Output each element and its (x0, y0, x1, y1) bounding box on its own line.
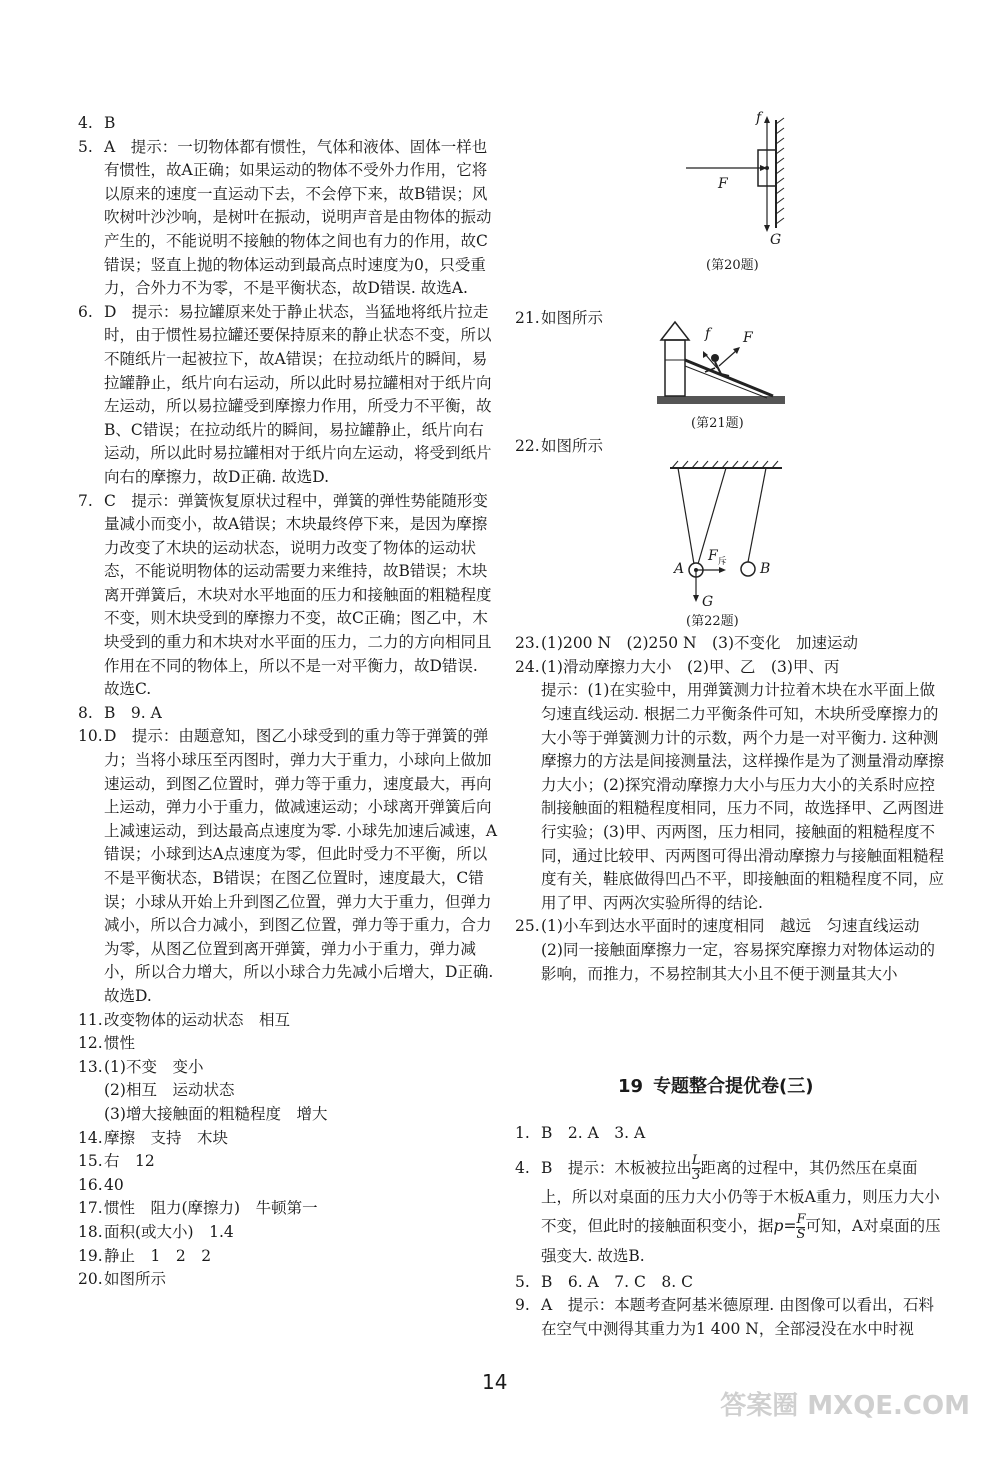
right-column (515, 307, 947, 986)
item-number: 20. (78, 1270, 103, 1289)
fig22-caption: (第22题) (686, 614, 739, 629)
item-text: C 提示：弹簧恢复原状过程中，弹簧的弹性势能随形变量减小而变小，故A错误；木块最终停下来，是因为摩擦力改变了木块的运动状态，说明力改变了物体的运动状态，不能说明物体的运动需要力来维持，故B错误；木块离开弹簧后，木块对水平地面的压力和接触面的粗糙程度不变，则木块受到的摩擦力不变，故C正确；图乙中，木块受到的重力和木块对水平面的压力，二力的方向相同且作用在不同的物体上，所以不是一对平衡力，故D错误. 故选C. (104, 491, 492, 699)
item-text: (1)小车到达水平面时的速度相同 越远 匀速直线运动 (2)同一接触面摩擦力一定，容易探究摩擦力对物体运动的影响，而推力，不易控制其大小且不便于测量其大小 (541, 917, 935, 983)
item-text: (1)不变 变小 (104, 1057, 204, 1076)
item-number: 7. (78, 491, 93, 510)
item-text: 惯性 阻力(摩擦力) 牛顿第一 (104, 1199, 318, 1218)
answer-item (78, 1032, 498, 1056)
left-column (78, 112, 498, 1292)
answer-item (515, 435, 947, 459)
figure-20-diagram (680, 110, 800, 250)
section-item-9 (515, 1294, 947, 1341)
frac-num: L (691, 1153, 701, 1169)
item-text: (1)滑动摩擦力大小 (2)甲、乙 (3)甲、丙 (541, 657, 840, 676)
answer-item (78, 490, 498, 702)
item-subtext: 提示：(1)在实验中，用弹簧测力计拉着木块在水平面上做匀速直线运动. 根据二力平衡条件可知，木块所受摩擦力的大小等于弹簧测力计的示数，两个力是一对平衡力. 这种测摩擦力的方法是间接测量法，这样操作是为了测量滑动摩擦力大小；(2)探究滑动摩擦力大小与压力大小的关系时应控制接触面的粗糙程度相同，压力不同，故选择甲、乙两图进行实验；(3)甲、丙两图，压力相同，接触面的粗糙程度不同，通过比较甲、丙两图可得出滑动摩擦力与接触面粗糙程度有关，鞋底做得凹凸不平，即接触面的粗糙程度不同，应用了甲、丙两次实验所得的结论. (541, 681, 945, 912)
fig20-label-f: f (756, 110, 762, 126)
item-number: 21. (515, 309, 540, 327)
item-number: 19. (78, 1246, 103, 1265)
answer-item (78, 1056, 498, 1127)
answer-item (78, 1150, 498, 1174)
fig21-label-F: F (743, 330, 753, 346)
section-items (515, 1122, 947, 1341)
item-text: B 9. A (104, 703, 162, 722)
watermark-text: 答案圈 MXQE.COM (720, 1391, 970, 1421)
fig21-label-f: f (705, 326, 711, 342)
item-number: 14. (78, 1128, 103, 1147)
item-subtext: (3)增大接触面的粗糙程度 增大 (104, 1104, 328, 1123)
item-number: 5. (78, 137, 93, 156)
item4-text-b: 距离的过程中，其仍然压在桌面上，所以对桌面的压力大小仍等于木板A重力，则压力大小不变，但此时的接触面积变小，据 (541, 1158, 940, 1236)
item-text: A 提示：本题考查阿基米德原理. 由图像可以看出，石料在空气中测得其重力为1 400 N，全部浸没在水中时视 (541, 1296, 935, 1338)
fig22-label-A: A (674, 561, 685, 577)
answer-item (78, 112, 498, 136)
answer-item (515, 915, 947, 986)
item-number: 12. (78, 1034, 103, 1053)
item-number: 16. (78, 1175, 103, 1194)
item-number: 5. (515, 1272, 530, 1291)
answer-item (78, 1127, 498, 1151)
page-number: 14 (482, 1370, 508, 1394)
section-title-text: 专题整合提优卷(三) (653, 1076, 814, 1097)
answer-item (78, 301, 498, 490)
fig22-label-G: G (702, 594, 714, 610)
item-number: 23. (515, 634, 540, 653)
item-number: 11. (78, 1010, 103, 1029)
item-subtext: (2)相互 运动状态 (104, 1081, 235, 1100)
item-number: 25. (515, 917, 540, 936)
item-text: 改变物体的运动状态 相互 (104, 1010, 291, 1029)
item-number: 15. (78, 1152, 103, 1171)
item-text: 如图所示 (104, 1270, 167, 1289)
item-text: D 提示：易拉罐原来处于静止状态，当猛地将纸片拉走时，由于惯性易拉罐还要保持原来的静止状态不变，所以不随纸片一起被拉下，故A错误；在拉动纸片的瞬间，易拉罐静止，纸片向右运动，所以此时易拉罐相对于纸片向左运动，所以易拉罐受到摩擦力作用，所受力不平衡，故B、C错误；在拉动纸片的瞬间，易拉罐静止，纸片向右运动，所以此时易拉罐相对于纸片向左运动，将受到纸片向右的摩擦力，故D正确. 故选D. (104, 302, 492, 486)
item4-formula-p: p= (773, 1217, 797, 1236)
frac-den: 3 (692, 1168, 701, 1184)
answer-item (78, 1245, 498, 1269)
item-number: 4. (515, 1158, 530, 1177)
answer-item (78, 1174, 498, 1198)
section-item-1 (515, 1122, 947, 1146)
fig20-label-G: G (770, 232, 782, 248)
answer-item (78, 1009, 498, 1033)
item-text: 如图所示 (541, 309, 604, 327)
item-text: B (104, 114, 116, 132)
section-item-4 (515, 1154, 947, 1271)
answer-item (515, 656, 947, 916)
item-number: 24. (515, 657, 540, 676)
fig22-label-F: $F_斥$ (708, 548, 727, 567)
frac-den: S (796, 1226, 806, 1242)
answer-item (515, 632, 947, 656)
answer-item (515, 307, 947, 331)
answer-item (78, 136, 498, 301)
fig22-label-F-sub: 斥 (717, 556, 727, 567)
fig22-label-B: B (760, 561, 771, 577)
answer-item (78, 725, 498, 1008)
item-number: 8. (78, 703, 93, 722)
answer-item (78, 1221, 498, 1245)
item-number: 18. (78, 1222, 103, 1241)
item-number: 10. (78, 727, 103, 746)
item4-text-a: B 提示：木板被拉出 (541, 1158, 692, 1177)
fig21-caption: (第21题) (691, 416, 744, 431)
answer-item (78, 1268, 498, 1292)
figure-20 (680, 110, 800, 280)
item-number: 9. (515, 1296, 530, 1315)
fig20-label-F: F (718, 176, 728, 192)
frac-num: F (796, 1211, 806, 1227)
item-text: 如图所示 (541, 436, 604, 455)
item4-text-c: 可知，A对桌面的压强变大. 故选B. (541, 1217, 941, 1265)
item-number: 13. (78, 1057, 103, 1076)
item-text: D 提示：由题意知，图乙小球受到的重力等于弹簧的弹力；当将小球压至丙图时，弹力大于重力，小球向上做加速运动，到图乙位置时，弹力等于重力，速度最大，再向上运动，弹力小于重力，做减速运动；小球离开弹簧后向上减速运动，到达最高点速度为零. 小球先加速后减速，A错误；小球到达A点速度为零，但此时受力不平衡，所以不是平衡状态，B错误；在图乙位置时，速度最大，C错误；小球从开始上升到图乙位置，弹力大于重力，但弹力减小，所以合力减小，到图乙位置，弹力等于重力，合力为零，从图乙位置到离开弹簧，弹力小于重力，弹力减小，所以合力增大，所以小球合力先减小后增大，D正确. 故选D. (104, 727, 498, 1005)
answer-item (78, 1197, 498, 1221)
item-text: (1)200 N (2)250 N (3)不变化 加速运动 (541, 634, 859, 653)
item-number: 17. (78, 1199, 103, 1218)
item-text: 惯性 (104, 1034, 136, 1053)
item-text: 面积(或大小) 1.4 (104, 1222, 234, 1241)
item-text: A 提示：一切物体都有惯性，气体和液体、固体一样也有惯性，故A正确；如果运动的物体不受外力作用，它将以原来的速度一直运动下去，不会停下来，故B错误；风吹树叶沙沙响，是树叶在振动，说明声音是由物体的振动产生的，不能说明不接触的物体之间也有力的作用，故C错误；竖直上抛的物体运动到最高点时速度为0，只受重力，合外力不为零，不是平衡状态，故D错误. 故选A. (104, 137, 492, 298)
fraction-L-over-3 (692, 1154, 701, 1183)
watermark-logo (720, 1385, 970, 1422)
item-text: 右 12 (104, 1152, 155, 1171)
section-number: 19 (618, 1076, 644, 1097)
section-title (618, 1072, 814, 1098)
item-text: B 6. A 7. C 8. C (541, 1272, 693, 1291)
item-number: 4. (78, 114, 93, 132)
answer-item (78, 702, 498, 726)
item-text: B 2. A 3. A (541, 1124, 646, 1142)
item-text: 40 (104, 1175, 124, 1194)
section-item-5 (515, 1271, 947, 1295)
item-number: 6. (78, 302, 93, 321)
item-text: 静止 1 2 2 (104, 1246, 212, 1265)
fig20-caption: (第20题) (706, 258, 759, 273)
item-number: 22. (515, 436, 540, 455)
item-text: 摩擦 支持 木块 (104, 1128, 229, 1147)
item-number: 1. (515, 1124, 530, 1142)
